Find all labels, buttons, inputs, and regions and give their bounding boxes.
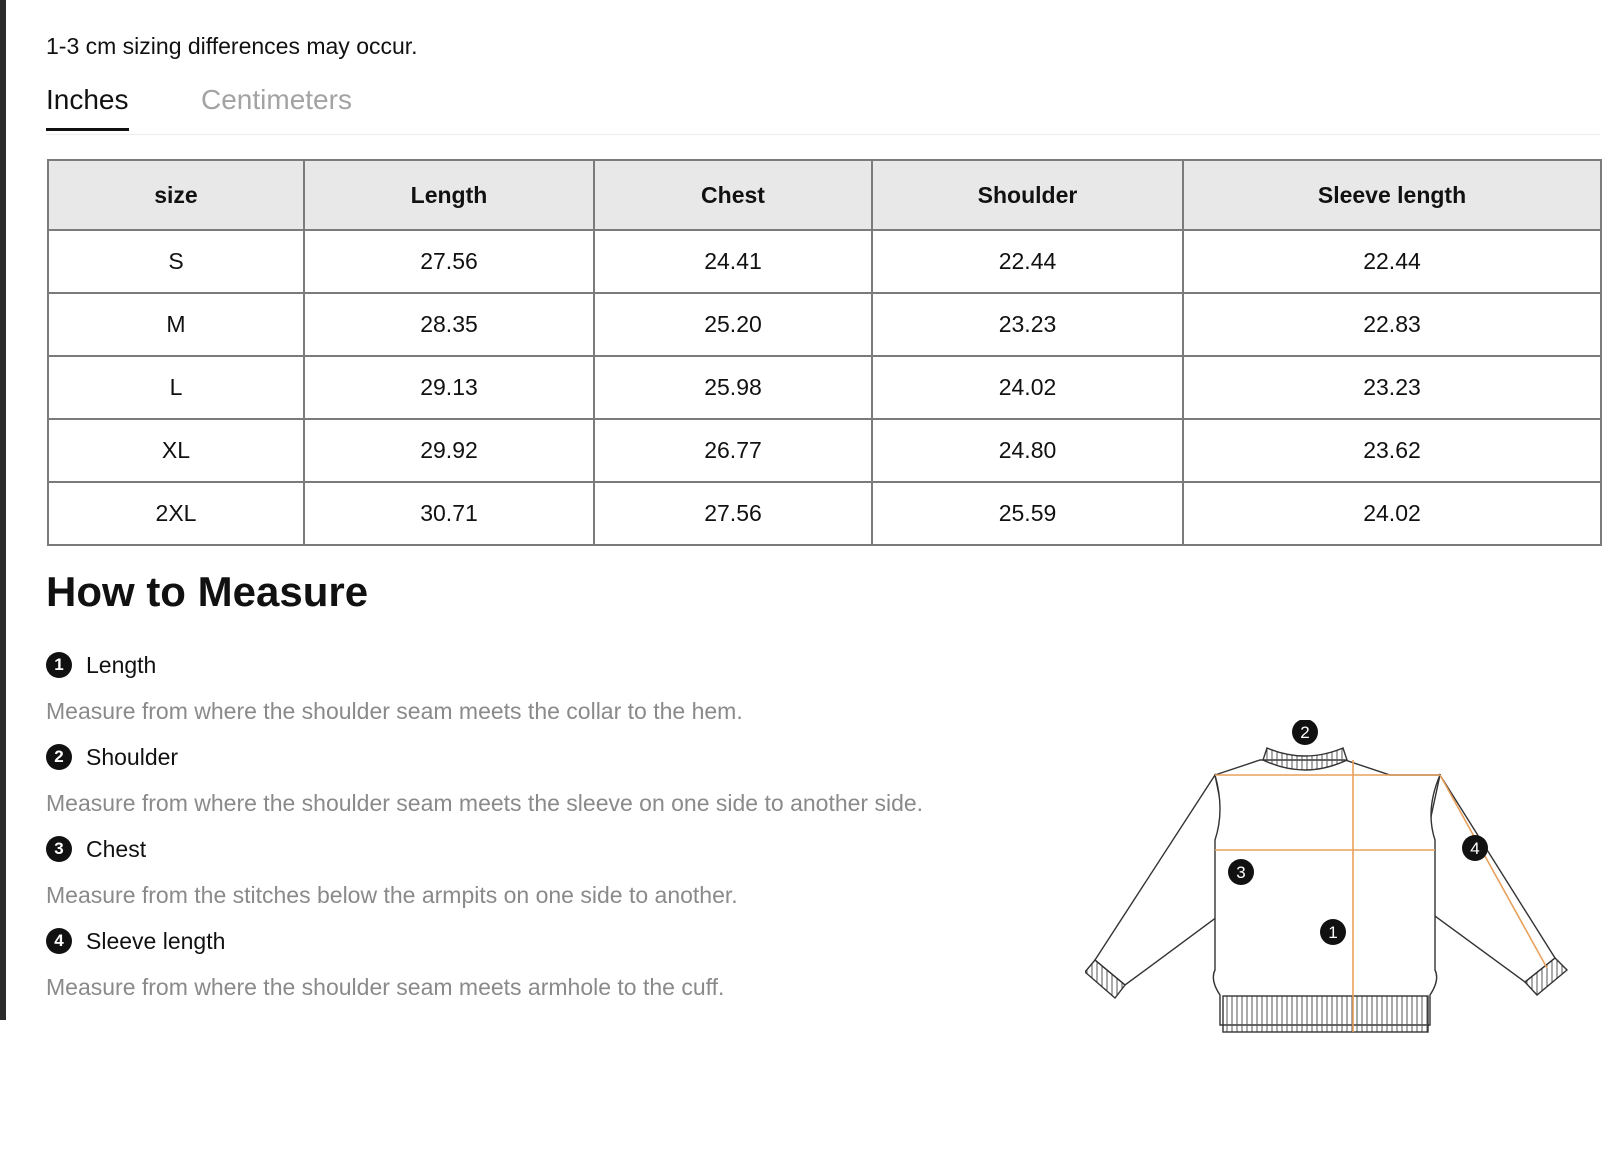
cell-chest: 25.20 — [594, 293, 872, 356]
cell-shoulder: 23.23 — [872, 293, 1183, 356]
measure-label: Sleeve length — [86, 927, 226, 954]
header-sleeve-length: Sleeve length — [1183, 160, 1601, 230]
header-shoulder: Shoulder — [872, 160, 1183, 230]
measure-description: Measure from where the shoulder seam meets armhole to the cuff. — [46, 974, 725, 1000]
table-row — [48, 482, 1601, 545]
cell-size: L — [48, 356, 304, 419]
table-header-row — [48, 160, 1601, 230]
tab-centimeters[interactable]: Centimeters — [201, 84, 352, 115]
svg-text:4: 4 — [1470, 839, 1480, 858]
cell-sleeve-length: 23.62 — [1183, 419, 1601, 482]
left-edge-bar — [0, 0, 6, 1020]
cell-sleeve-length: 23.23 — [1183, 356, 1601, 419]
measure-label: Chest — [86, 835, 147, 862]
how-to-measure-title: How to Measure — [46, 568, 369, 615]
cell-length: 29.13 — [304, 356, 594, 419]
cell-sleeve-length: 22.83 — [1183, 293, 1601, 356]
cell-length: 28.35 — [304, 293, 594, 356]
cell-size: 2XL — [48, 482, 304, 545]
measure-item-chest — [46, 834, 738, 909]
cell-size: M — [48, 293, 304, 356]
marker-4-icon — [1462, 835, 1488, 861]
header-size: size — [48, 160, 304, 230]
measure-description: Measure from where the shoulder seam meets the sleeve on one side to another side. — [46, 790, 924, 816]
tab-inches[interactable]: Inches — [46, 84, 129, 131]
header-chest: Chest — [594, 160, 872, 230]
unit-tabs — [46, 80, 1600, 135]
cell-length: 30.71 — [304, 482, 594, 545]
marker-1-icon — [1320, 919, 1346, 945]
number-1-icon: 1 — [46, 652, 72, 678]
measure-item-shoulder — [46, 742, 923, 817]
svg-text:3: 3 — [1236, 863, 1246, 882]
measure-label: Shoulder — [86, 743, 179, 770]
cell-chest: 25.98 — [594, 356, 872, 419]
cell-shoulder: 24.80 — [872, 419, 1183, 482]
table-row — [48, 356, 1601, 419]
table-row — [48, 293, 1601, 356]
measure-description: Measure from where the shoulder seam meets the collar to the hem. — [46, 698, 743, 724]
cell-size: XL — [48, 419, 304, 482]
measure-label: Length — [86, 651, 157, 678]
svg-text:1: 1 — [1328, 923, 1338, 942]
cell-size: S — [48, 230, 304, 293]
measure-description: Measure from the stitches below the armpits on one side to another. — [46, 882, 738, 908]
header-length: Length — [304, 160, 594, 230]
cell-shoulder: 22.44 — [872, 230, 1183, 293]
sweater-diagram — [1085, 720, 1605, 1080]
cell-length: 29.92 — [304, 419, 594, 482]
size-chart-table — [47, 159, 1602, 546]
cell-shoulder: 25.59 — [872, 482, 1183, 545]
table-row — [48, 230, 1601, 293]
number-4-icon: 4 — [46, 928, 72, 954]
measure-item-sleeve-length — [46, 926, 724, 1001]
sizing-note: 1-3 cm sizing differences may occur. — [46, 33, 418, 59]
table-row — [48, 419, 1601, 482]
marker-2-icon — [1292, 720, 1318, 745]
number-3-icon: 3 — [46, 836, 72, 862]
marker-3-icon — [1228, 859, 1254, 885]
cell-chest: 27.56 — [594, 482, 872, 545]
measure-item-length — [46, 650, 743, 725]
cell-chest: 26.77 — [594, 419, 872, 482]
cell-length: 27.56 — [304, 230, 594, 293]
cell-sleeve-length: 22.44 — [1183, 230, 1601, 293]
number-2-icon: 2 — [46, 744, 72, 770]
sweater-outline — [1085, 748, 1567, 1032]
svg-text:2: 2 — [1300, 723, 1310, 742]
cell-chest: 24.41 — [594, 230, 872, 293]
cell-shoulder: 24.02 — [872, 356, 1183, 419]
cell-sleeve-length: 24.02 — [1183, 482, 1601, 545]
